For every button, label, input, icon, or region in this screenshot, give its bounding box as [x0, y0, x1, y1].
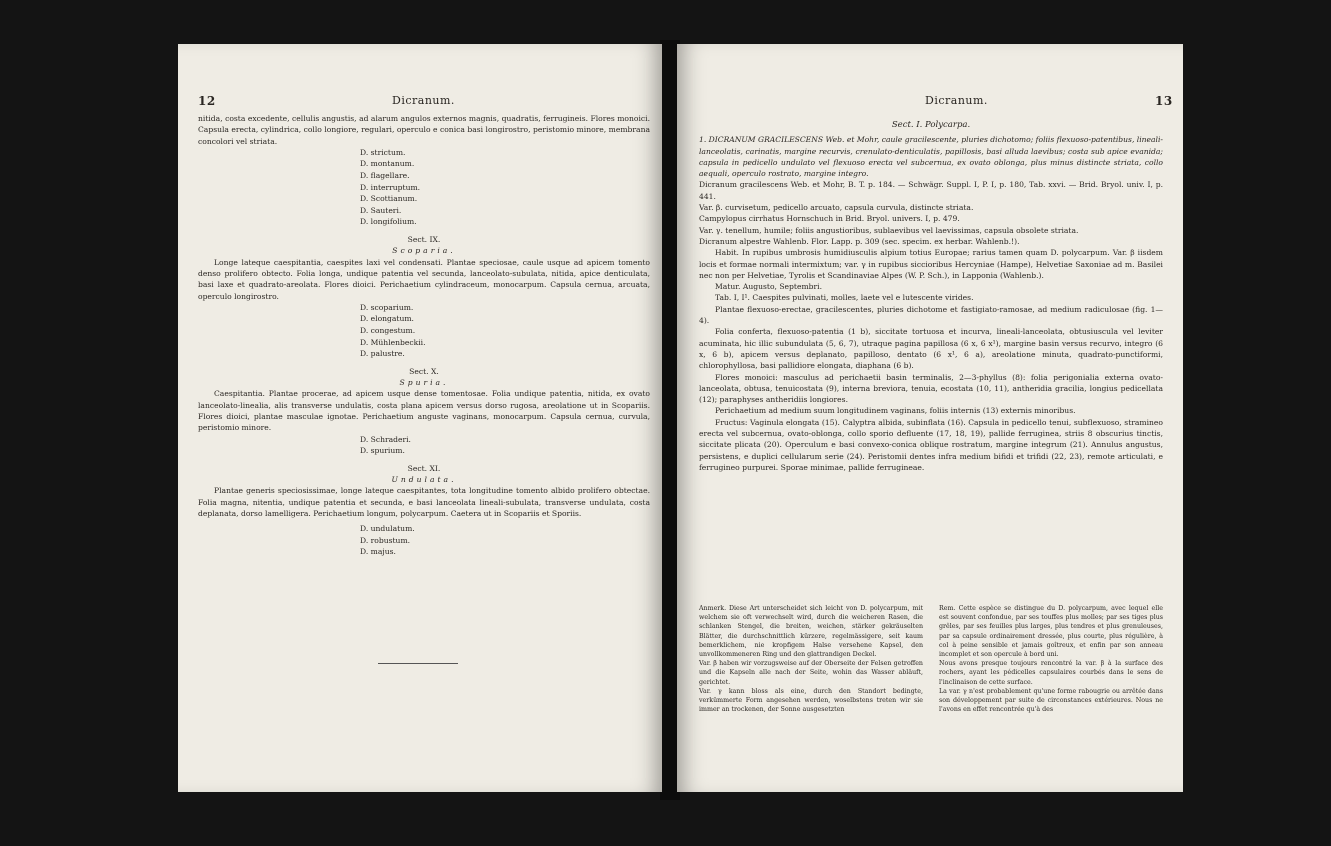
list-item: D. scoparium.: [360, 302, 414, 312]
left-running-head: Dicranum.: [392, 94, 455, 107]
species-list-2: [360, 302, 650, 360]
end-rule: [378, 663, 458, 664]
plantae-description: Plantae flexuoso-erectae, gracilescentes, pluries dichotome et fastigiato-ramosae, ad medium radiculosae (fig. 1—4).: [699, 304, 1163, 326]
right-page: [677, 44, 1183, 792]
species-list-1: [360, 147, 650, 228]
species-list-3: [360, 434, 650, 457]
section-9-title: Sect. IX.: [407, 235, 441, 245]
left-body: [198, 113, 650, 558]
species-heading: 1. DICRANUM GRACILESCENS Web. et Mohr, caule gracilescente, pluries dichotomo; foliis flexuoso-patentibus, lineali-lanceolatis, carinatis, margine recurvis, crenulato-denticulatis, papillosis, basi alluda laevibus; costa sub apice evanida; capsula in pedicello undulato vel flexuoso erecta vel subcernua, ex ovato oblonga, plus minus distincte striata, collo aequali, operculo rostrato, margine integro.: [699, 135, 1163, 179]
right-body: [699, 120, 1163, 473]
french-note: Rem. Cette espèce se distingue du D. polycarpum, avec lequel elle est souvent confondue, par ses touffes plus molles; par ses tiges plus grêles, par ses feuilles plus larges, plus tendres et plus grenuleuses, par sa capsule ordinairement dressée, plus courte, plus régulière, à col à peine sensible et jamais goîtreux, et enfin par son anneau incomplet et son opercule à bord uni. Nous avons presque toujours rencontré la var. β à la surface des rochers, ayant les pédicelles capsulaires courbés dans le sens de l'inclinaison de cette surface. La var. γ n'est probablement qu'une forme rabougrie ou arrêtée dans son développement par suite de circonstances extérieures. Nous ne l'avons en effet rencontrée qu'à des: [939, 605, 1163, 714]
section-1-title: Sect. I. Polycarpa.: [891, 120, 971, 130]
list-item: D. congestum.: [360, 326, 416, 336]
section-10-name: Spuria.: [399, 378, 449, 388]
flores-description: Flores monoici: masculus ad perichaetii basin terminalis, 2—3-phyllus (8): folia perigonialia externa ovato-lanceolata, obtusa, tenuicostata (9), interna breviora, tenuia, ecostata (10, 11), antheridia gracilia, longius pedicellata (12); paraphyses antheridiis longiores.: [699, 372, 1163, 405]
section-9-name: Scoparia.: [392, 246, 456, 256]
list-item: D. flagellare.: [360, 171, 410, 181]
fructus-description: Fructus: Vaginula elongata (15). Calyptra albida, subinflata (16). Capsula in pedicello tenui, subflexuoso, stramineo erecta vel subcernua, ovato-oblonga, collo sporio defluente (17, 18, 19), pallide ferruginea, striis 8 obscurius tinctis, siccitate plicata (20). Operculum e basi convexo-conica oblique rostratum, margine integrum (21). Annulus angustus, persistens, e duplici cellularum serie (24). Peristomii dentes infra medium bifidi et trifidi (22, 23), remote articulati, e ferrugineo purpurei. Sporae minimae, pallide ferrugineae.: [699, 417, 1163, 472]
synonymy: Dicranum gracilescens Web. et Mohr, B. T. p. 184. — Schwägr. Suppl. I, P. I, p. 180, Tab. xxvi. — Brid. Bryol. univ. I, p. 441. Var. β. curvisetum, pedicello arcuato, capsula curvula, distincte striata. Campylopus cirrhatus Hornschuch in Brid. Bryol. univers. I, p. 479. Var. γ. tenellum, humile; foliis angustioribus, sublaevibus vel laevissimas, capsula obsolete striata. Dicranum alpestre Wahlenb. Flor. Lapp. p. 309 (sec. specim. ex herbar. Wahlenb.!).: [699, 180, 1163, 246]
left-page-number: 12: [198, 94, 216, 108]
right-page-number: 13: [1155, 94, 1173, 108]
section-10-text: Caespitantia. Plantae procerae, ad apicem usque dense tomentosae. Folia undique patentia, nitida, ex ovato lanceolato-linealia, alis transverse undulatis, costa plana apicem versus dorso rugosa, areolatione ut in Scopariis. Flores dioici, plantae masculae ignotae. Perichaetium anguste vaginans, monocarpum. Capsula cernua, curvula, peristomio minore.: [198, 389, 650, 433]
list-item: D. robustum.: [360, 535, 411, 545]
list-item: D. elongatum.: [360, 314, 414, 324]
habitat: Habit. In rupibus umbrosis humidiusculis alpium totius Europae; rarius tamen quam D. polycarpum. Var. β iisdem locis et formae normali intermixtum; var. γ in rupibus siccioribus Hercyniae (Hampe), Helvetiae Saxoniae ad m. Basilei nec non per Helvetiae, Tyrolis et Scandinaviae Alpes (W. P. Sch.), in Lapponia (Wahlenb.).: [699, 248, 1163, 280]
list-item: D. Scottianum.: [360, 194, 418, 204]
list-item: D. Mühlenbeckii.: [360, 337, 426, 347]
species-list-4: [360, 523, 650, 558]
list-item: D. interruptum.: [360, 182, 421, 192]
left-intro: nitida, costa excedente, cellulis angustis, ad alarum angulos externos magnis, quadratis, ferrugineis. Flores monoici. Capsula erecta, cylindrica, collo longiore, regulari, operculo e conica basi longirostro, peristomio minore, membrana concolori vel striata.: [198, 114, 650, 146]
list-item: D. montanum.: [360, 159, 415, 169]
left-page: [178, 44, 662, 792]
list-item: D. majus.: [360, 547, 396, 557]
right-running-head: Dicranum.: [925, 94, 988, 107]
section-9-text: Longe lateque caespitantia, caespites laxi vel condensati. Plantae speciosae, caule usque ad apicem tomento denso prolifero obtecto. Folia longa, undique patentia vel secunda, lanceolato-subulata, nitida, apice denticulata, basi laxe et quadrato-areolata. Flores dioici. Perichaetium cylindraceum, monocarpum. Capsula cernua, arcuata, operculo longirostro.: [198, 257, 650, 301]
list-item: D. longifolium.: [360, 217, 417, 227]
list-item: D. Sauteri.: [360, 205, 402, 215]
list-item: D. strictum.: [360, 147, 406, 157]
list-item: D. undulatum.: [360, 524, 415, 534]
list-item: D. spurium.: [360, 446, 405, 456]
list-item: D. Schraderi.: [360, 434, 411, 444]
section-11-text: Plantae generis speciosissimae, longe lateque caespitantes, tota longitudine tomento albido prolifero obtectae. Folia magna, nitentia, undique patentia et secunda, e basi lanceolata lineali-subulata, transverse undulata, costa deplanata, dorso lamelligera. Perichaetium longum, polycarpum. Caetera ut in Scopariis et Sporiis.: [198, 486, 650, 518]
perichaetium-description: Perichaetium ad medium suum longitudinem vaginans, foliis internis (13) externis minoribus.: [715, 406, 1076, 416]
section-11-name: Undulata.: [391, 475, 457, 485]
german-note: Anmerk. Diese Art unterscheidet sich leicht von D. polycarpum, mit welchem sie oft verwechselt wird, durch die weicheren Rasen, die schlanken Stengel, die breiten, weichen, stärker gekräuselten Blätter, die durchschnittlich kürzere, regelmässigere, seit kaum bemerklichem, nie kropfigem Halse versehene Kapsel, den unvollkommeneren Ring und den glattrandigen Deckel. Var. β haben wir vorzugsweise auf der Oberseite der Felsen getroffen und die Kapseln alle nach der Seite, wohin das Wasser abläuft, gerichtet. Var. γ kann bloss als eine, durch den Standort bedingte, verkümmerte Form angesehen werden, woselbstens treten wir sie immer an trockenen, der Sonne ausgesetzten: [699, 605, 923, 714]
list-item: D. palustre.: [360, 349, 405, 359]
folia-description: Folia conferta, flexuoso-patentia (1 b), siccitate tortuosa et incurva, lineali-lanceolata, obtusiuscula vel leviter acuminata, hic illic subundulata (5, 6, 7), utraque pagina papillosa (6 x, 6 x¹), margine basin versus recurvo, integro (6 x, 6 b), apicem versus deplanato, papilloso, dentato (6 x¹, 6 a), areolatione minuta, quadrato-punctiformi, chlorophyllosa, basi pallidiore elongata, diaphana (6 b).: [699, 327, 1163, 371]
section-10-title: Sect. X.: [409, 366, 439, 376]
plate-reference: Tab. I, I¹. Caespites pulvinati, molles, laete vel e lutescente virides.: [715, 293, 974, 303]
section-11-title: Sect. XI.: [407, 463, 441, 473]
maturity: Matur. Augusto, Septembri.: [715, 282, 822, 292]
